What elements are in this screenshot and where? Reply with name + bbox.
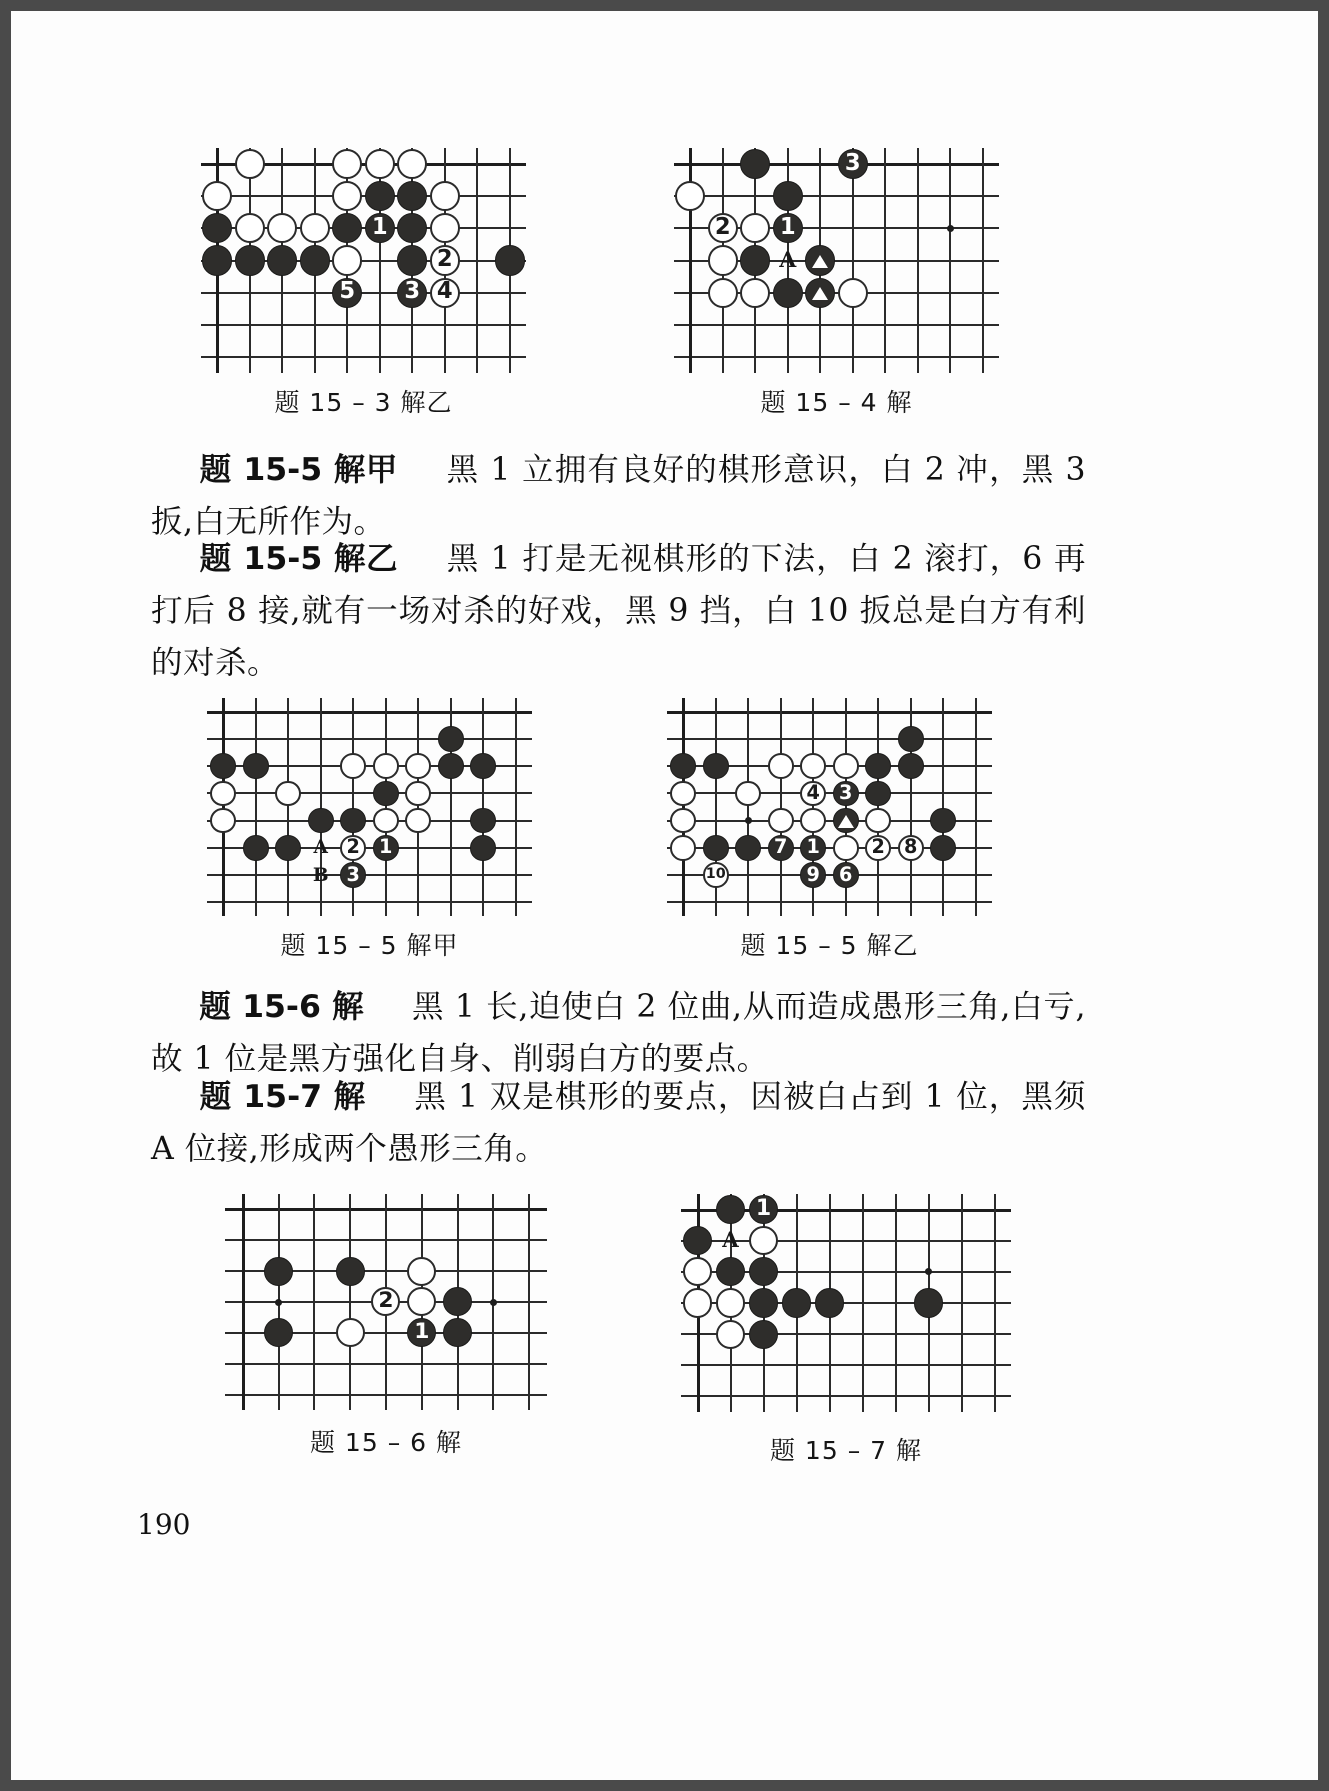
- board-stones: [667, 698, 992, 916]
- white-stone: [405, 753, 431, 779]
- board-point-label: B: [312, 864, 329, 886]
- black-stone: [740, 245, 770, 275]
- move-number: 1: [806, 835, 820, 859]
- black-stone: [443, 1318, 472, 1347]
- black-stone: [267, 245, 297, 275]
- black-stone: [838, 149, 868, 179]
- black-stone: [332, 278, 362, 308]
- move-number: 1: [755, 1195, 772, 1221]
- triangle-mark-icon: [838, 815, 854, 828]
- black-stone: [815, 1288, 844, 1317]
- board-point-label: A: [313, 837, 328, 859]
- black-stone: [865, 781, 891, 807]
- move-number: 2: [714, 214, 731, 241]
- black-stone: [365, 213, 395, 243]
- black-stone: [243, 753, 269, 779]
- black-stone: [716, 1195, 745, 1224]
- move-number: 1: [371, 214, 388, 241]
- white-stone: [740, 278, 770, 308]
- caption-15-3-yi: 题 15 – 3 解乙: [274, 388, 453, 417]
- caption-15-6: 题 15 – 6 解: [309, 1428, 462, 1457]
- white-stone: [670, 781, 696, 807]
- white-stone: [833, 753, 859, 779]
- black-stone: [243, 835, 269, 861]
- board-point-label: A: [722, 1228, 739, 1254]
- white-stone: [336, 1318, 365, 1347]
- move-number: 3: [839, 780, 853, 804]
- black-stone: [914, 1288, 943, 1317]
- paragraph-15-6: [151, 981, 1086, 1085]
- black-stone: [210, 753, 236, 779]
- white-stone: [373, 753, 399, 779]
- white-stone: [430, 278, 460, 308]
- black-stone: [275, 835, 301, 861]
- black-stone: [833, 808, 859, 834]
- white-stone: [800, 753, 826, 779]
- white-stone: [371, 1287, 400, 1316]
- black-stone: [930, 808, 956, 834]
- white-stone: [865, 835, 891, 861]
- white-stone: [703, 862, 729, 888]
- board-stones: [225, 1194, 547, 1410]
- white-stone: [235, 213, 265, 243]
- black-stone: [397, 245, 427, 275]
- black-stone: [495, 245, 525, 275]
- white-stone: [740, 213, 770, 243]
- board-stones: [201, 148, 526, 373]
- move-number: 3: [844, 149, 861, 176]
- black-stone: [443, 1287, 472, 1316]
- black-stone: [470, 808, 496, 834]
- white-stone: [833, 835, 859, 861]
- white-stone: [373, 808, 399, 834]
- triangle-mark-icon: [812, 255, 828, 268]
- go-diagram-15-4: [674, 148, 999, 373]
- move-number: 10: [705, 865, 726, 882]
- board-stones: [681, 1194, 1011, 1412]
- black-stone: [373, 835, 399, 861]
- move-number: 5: [339, 278, 356, 305]
- move-number: 6: [839, 862, 853, 886]
- white-stone: [708, 245, 738, 275]
- black-stone: [670, 753, 696, 779]
- white-stone: [340, 835, 366, 861]
- move-number: 3: [404, 278, 421, 305]
- paragraph-15-7: [151, 1071, 1086, 1175]
- black-stone: [703, 753, 729, 779]
- black-stone: [340, 862, 366, 888]
- move-number: 4: [806, 780, 820, 804]
- move-number: 2: [378, 1288, 394, 1314]
- white-stone: [708, 278, 738, 308]
- paragraph-body-15-5-yi: 黑 1 打是无视棋形的下法，白 2 滚打，6 再打后 8 接,就有一场对杀的好戏，黑 9 挡，白 10 扳总是白方有利的对杀。: [151, 541, 1086, 681]
- black-stone: [300, 245, 330, 275]
- black-stone: [470, 835, 496, 861]
- paragraph-lead-15-7: 题 15-7 解: [199, 1079, 366, 1115]
- black-stone: [683, 1226, 712, 1255]
- paragraph-body-15-6: 黑 1 长,迫使白 2 位曲,从而造成愚形三角,白亏,故 1 位是黑方强化自身、削弱白方的要点。: [151, 989, 1086, 1077]
- white-stone: [202, 181, 232, 211]
- white-stone: [407, 1257, 436, 1286]
- black-stone: [800, 835, 826, 861]
- move-number: 1: [414, 1318, 430, 1344]
- move-number: 4: [436, 278, 453, 305]
- black-stone: [703, 835, 729, 861]
- white-stone: [800, 781, 826, 807]
- move-number: 3: [346, 862, 360, 886]
- black-stone: [749, 1257, 778, 1286]
- page-number: 190: [137, 1508, 191, 1541]
- black-stone: [407, 1318, 436, 1347]
- go-diagram-15-6: [225, 1194, 547, 1410]
- go-diagram-15-7: [681, 1194, 1011, 1412]
- move-number: 1: [779, 214, 796, 241]
- black-stone: [749, 1288, 778, 1317]
- white-stone: [768, 753, 794, 779]
- paragraph-body-15-7: 黑 1 双是棋形的要点，因被白占到 1 位，黑须 A 位接,形成两个愚形三角。: [151, 1079, 1086, 1167]
- caption-15-5-jia: 题 15 – 5 解甲: [280, 931, 459, 960]
- black-stone: [332, 213, 362, 243]
- white-stone: [397, 149, 427, 179]
- black-stone: [397, 213, 427, 243]
- triangle-mark-icon: [812, 287, 828, 300]
- black-stone: [898, 726, 924, 752]
- black-stone: [470, 753, 496, 779]
- white-stone: [300, 213, 330, 243]
- board-stones: [674, 148, 999, 373]
- move-number: 9: [806, 862, 820, 886]
- paragraph-15-5-yi: [151, 533, 1086, 689]
- black-stone: [365, 181, 395, 211]
- board-point-label: A: [779, 247, 797, 274]
- black-stone: [800, 862, 826, 888]
- black-stone: [749, 1195, 778, 1224]
- black-stone: [397, 181, 427, 211]
- move-number: 8: [904, 835, 918, 859]
- white-stone: [405, 781, 431, 807]
- white-stone: [332, 181, 362, 211]
- black-stone: [740, 149, 770, 179]
- move-number: 2: [436, 246, 453, 273]
- white-stone: [430, 245, 460, 275]
- black-stone: [202, 213, 232, 243]
- white-stone: [838, 278, 868, 308]
- white-stone: [365, 149, 395, 179]
- black-stone: [930, 835, 956, 861]
- white-stone: [332, 245, 362, 275]
- white-stone: [735, 781, 761, 807]
- white-stone: [670, 835, 696, 861]
- black-stone: [716, 1257, 745, 1286]
- move-number: 7: [774, 835, 788, 859]
- move-number: 1: [379, 835, 393, 859]
- white-stone: [670, 808, 696, 834]
- white-stone: [340, 753, 366, 779]
- move-number: 2: [346, 835, 360, 859]
- caption-15-7: 题 15 – 7 解: [769, 1436, 922, 1465]
- black-stone: [308, 808, 334, 834]
- white-stone: [430, 181, 460, 211]
- black-stone: [336, 1257, 365, 1286]
- white-stone: [405, 808, 431, 834]
- black-stone: [773, 181, 803, 211]
- paragraph-body-15-5-jia: 黑 1 立拥有良好的棋形意识，白 2 冲，黑 3 扳,白无所作为。: [151, 452, 1086, 540]
- black-stone: [438, 753, 464, 779]
- white-stone: [898, 835, 924, 861]
- white-stone: [675, 181, 705, 211]
- white-stone: [716, 1320, 745, 1349]
- black-stone: [264, 1257, 293, 1286]
- black-stone: [749, 1320, 778, 1349]
- black-stone: [782, 1288, 811, 1317]
- black-stone: [340, 808, 366, 834]
- white-stone: [865, 808, 891, 834]
- black-stone: [898, 753, 924, 779]
- white-stone: [210, 781, 236, 807]
- white-stone: [683, 1288, 712, 1317]
- white-stone: [210, 808, 236, 834]
- black-stone: [805, 245, 835, 275]
- white-stone: [235, 149, 265, 179]
- black-stone: [805, 278, 835, 308]
- black-stone: [373, 781, 399, 807]
- paragraph-lead-15-5-yi: 题 15-5 解乙: [199, 541, 399, 577]
- white-stone: [768, 808, 794, 834]
- move-number: 2: [871, 835, 885, 859]
- page-sheet: [11, 11, 1318, 1780]
- white-stone: [332, 149, 362, 179]
- white-stone: [430, 213, 460, 243]
- board-stones: [207, 698, 532, 916]
- black-stone: [235, 245, 265, 275]
- caption-15-5-yi: 题 15 – 5 解乙: [740, 931, 919, 960]
- black-stone: [768, 835, 794, 861]
- black-stone: [202, 245, 232, 275]
- white-stone: [716, 1288, 745, 1317]
- black-stone: [397, 278, 427, 308]
- black-stone: [735, 835, 761, 861]
- white-stone: [683, 1257, 712, 1286]
- white-stone: [800, 808, 826, 834]
- black-stone: [773, 278, 803, 308]
- black-stone: [865, 753, 891, 779]
- black-stone: [264, 1318, 293, 1347]
- black-stone: [833, 862, 859, 888]
- white-stone: [708, 213, 738, 243]
- go-diagram-15-5-jia: [207, 698, 532, 916]
- go-diagram-15-5-yi: [667, 698, 992, 916]
- paragraph-lead-15-6: 题 15-6 解: [199, 989, 364, 1025]
- white-stone: [407, 1287, 436, 1316]
- black-stone: [833, 781, 859, 807]
- black-stone: [773, 213, 803, 243]
- black-stone: [438, 726, 464, 752]
- white-stone: [275, 781, 301, 807]
- white-stone: [267, 213, 297, 243]
- caption-15-4: 题 15 – 4 解: [760, 388, 913, 417]
- paragraph-lead-15-5-jia: 题 15-5 解甲: [199, 452, 399, 488]
- white-stone: [749, 1226, 778, 1255]
- go-diagram-15-3-yi: [201, 148, 526, 373]
